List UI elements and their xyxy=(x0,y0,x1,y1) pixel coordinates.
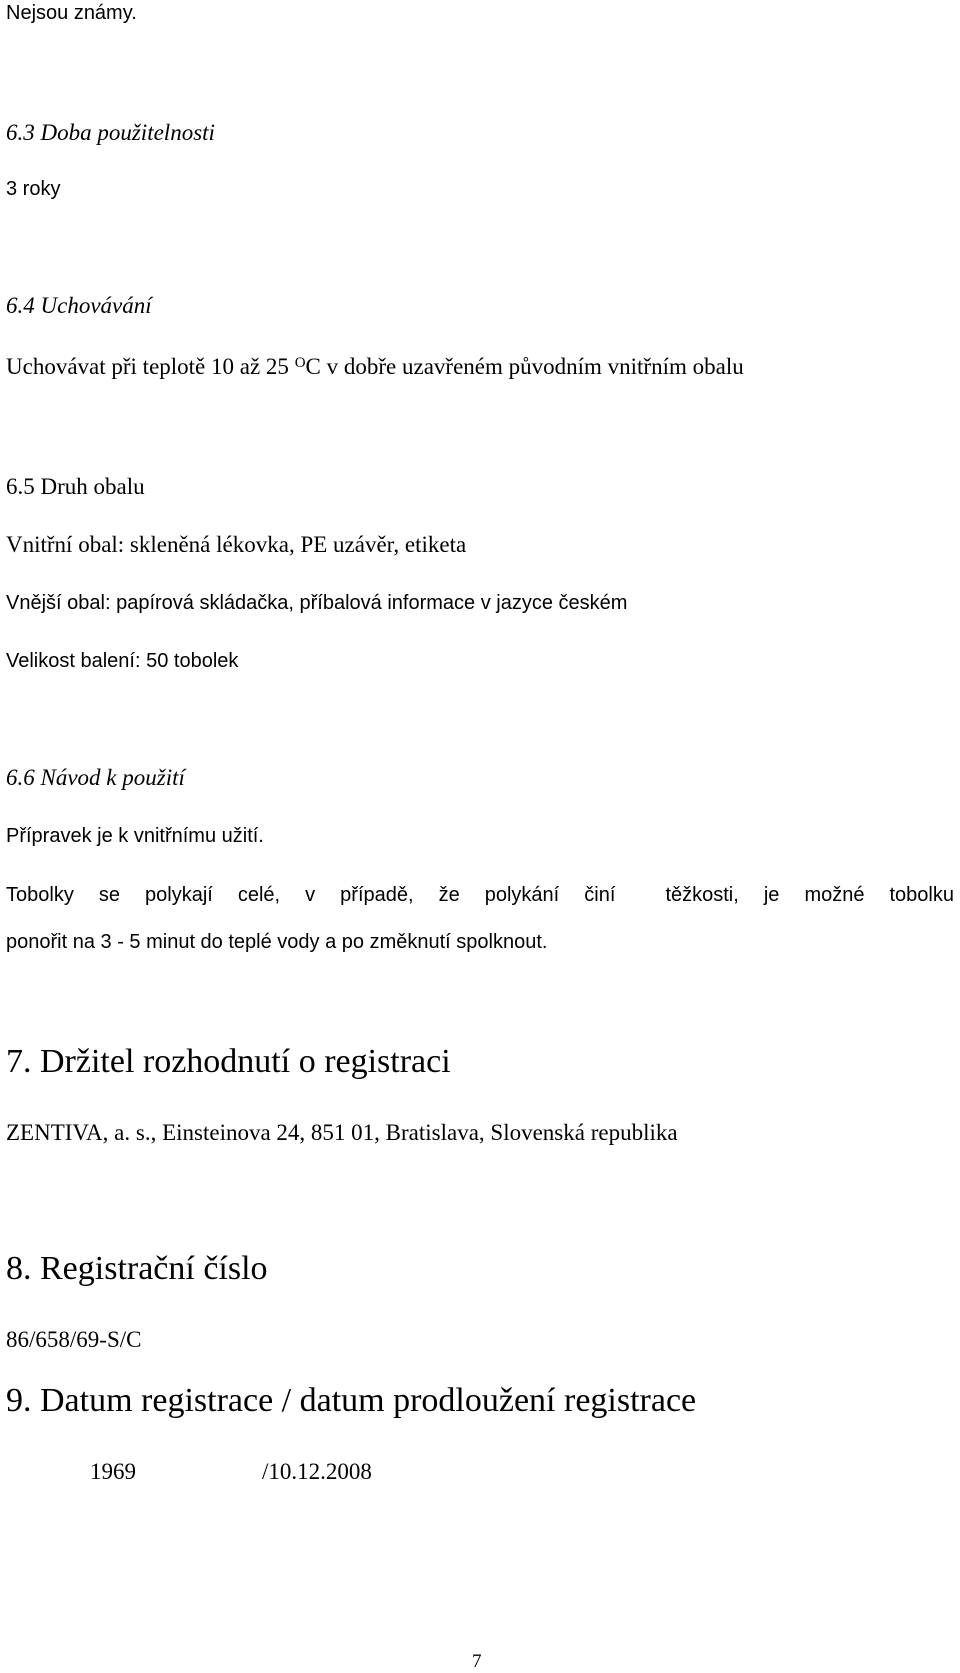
degree-symbol: O xyxy=(294,355,306,371)
storage-text xyxy=(6,355,744,378)
shelf-life-value: 3 roky xyxy=(6,178,61,200)
renewal-date: /10.12.2008 xyxy=(262,1459,372,1484)
page-number: 7 xyxy=(472,1651,482,1672)
registration-number: 86/658/69-S/C xyxy=(6,1327,142,1352)
pack-size-text: Velikost balení: 50 tobolek xyxy=(6,650,239,672)
holder-address: ZENTIVA, a. s., Einsteinova 24, 851 01, Bratislava, Slovenská republika xyxy=(6,1120,678,1145)
section-6-4-heading: 6.4 Uchovávání xyxy=(6,293,152,318)
instructions-line-2-text: Tobolky se polykají celé, v případě, že polykání činí těžkosti, je možné tobolku xyxy=(6,884,954,906)
instructions-line-3: ponořit na 3 - 5 minut do teplé vody a po změknutí spolknout. xyxy=(6,931,548,953)
section-8-heading: 8. Registrační číslo xyxy=(6,1250,268,1287)
first-registration-date: 1969 xyxy=(90,1459,136,1484)
instructions-line-1: Přípravek je k vnitřnímu užití. xyxy=(6,825,264,847)
outer-pack-text: Vnější obal: papírová skládačka, příbalová informace v jazyce českém xyxy=(6,592,628,614)
storage-text-start: Uchovávat při teplotě 10 až 25 xyxy=(6,354,295,379)
section-9-heading: 9. Datum registrace / datum prodloužení registrace xyxy=(6,1382,697,1419)
section-7-heading: 7. Držitel rozhodnutí o registraci xyxy=(6,1043,451,1080)
instructions-line-2 xyxy=(6,885,954,905)
section-6-5-heading: 6.5 Druh obalu xyxy=(6,474,145,499)
storage-text-end: C v dobře uzavřeném původním vnitřním obalu xyxy=(305,354,744,379)
section-6-3-heading: 6.3 Doba použitelnosti xyxy=(6,120,215,145)
not-known-text: Nejsou známy. xyxy=(6,2,137,24)
inner-pack-text: Vnitřní obal: skleněná lékovka, PE uzávěr, etiketa xyxy=(6,532,467,557)
section-6-6-heading: 6.6 Návod k použití xyxy=(6,765,185,790)
